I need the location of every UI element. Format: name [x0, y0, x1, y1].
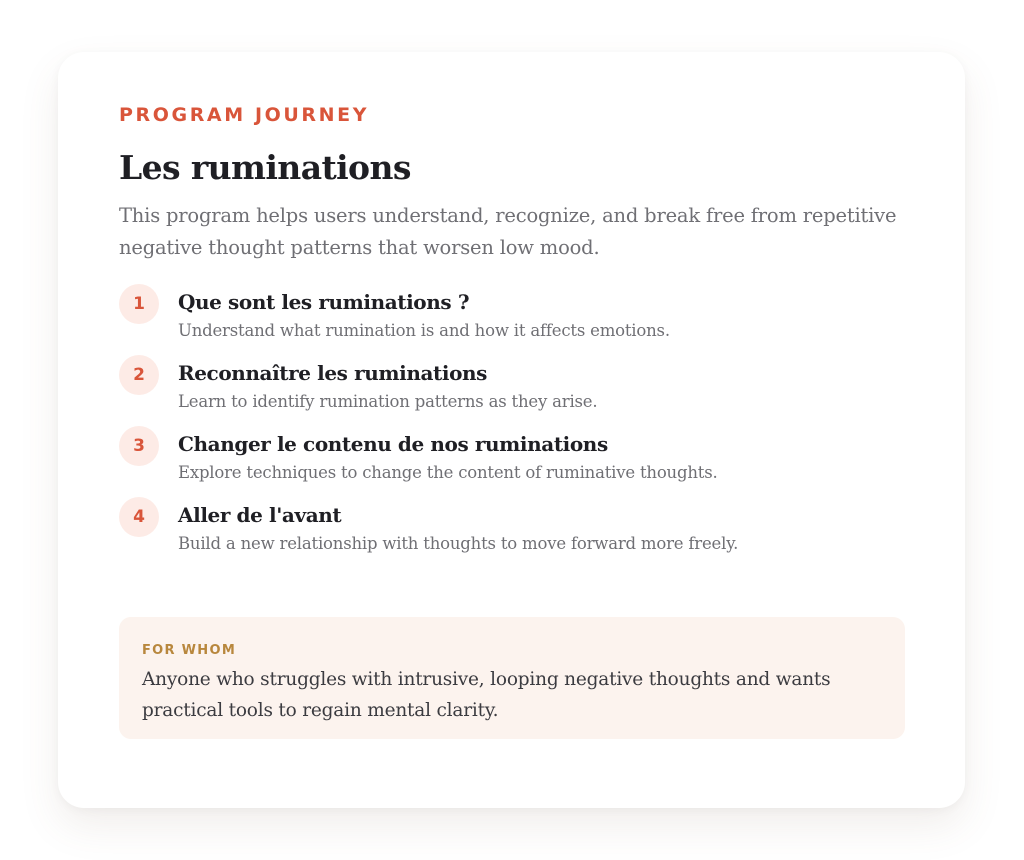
program-card	[58, 52, 965, 808]
step-item	[119, 430, 905, 509]
for-whom-label: FOR WHOM	[142, 643, 237, 658]
step-list	[119, 288, 905, 580]
for-whom-panel	[119, 617, 905, 739]
step-number-badge: 3	[119, 426, 159, 466]
step-item	[119, 288, 905, 367]
step-title: Reconnaître les ruminations	[178, 361, 488, 385]
step-number-badge: 1	[119, 284, 159, 324]
step-number-badge: 2	[119, 355, 159, 395]
step-description: Explore techniques to change the content of ruminative thoughts.	[178, 463, 718, 482]
step-item	[119, 501, 905, 580]
step-number-badge: 4	[119, 497, 159, 537]
for-whom-text: Anyone who struggles with intrusive, looping negative thoughts and wants practical tools to regain mental clarity.	[142, 669, 831, 721]
program-eyebrow: PROGRAM JOURNEY	[119, 104, 370, 126]
step-title: Que sont les ruminations ?	[178, 290, 470, 314]
step-title: Changer le contenu de nos ruminations	[178, 432, 608, 456]
program-title: Les ruminations	[119, 148, 411, 187]
step-title: Aller de l'avant	[178, 503, 342, 527]
step-description: Build a new relationship with thoughts to move forward more freely.	[178, 534, 739, 553]
step-description: Learn to identify rumination patterns as they arise.	[178, 392, 598, 411]
step-item	[119, 359, 905, 438]
program-description: This program helps users understand, recognize, and break free from repetitive negative thought patterns that worsen low mood.	[119, 204, 897, 259]
step-description: Understand what rumination is and how it affects emotions.	[178, 321, 670, 340]
